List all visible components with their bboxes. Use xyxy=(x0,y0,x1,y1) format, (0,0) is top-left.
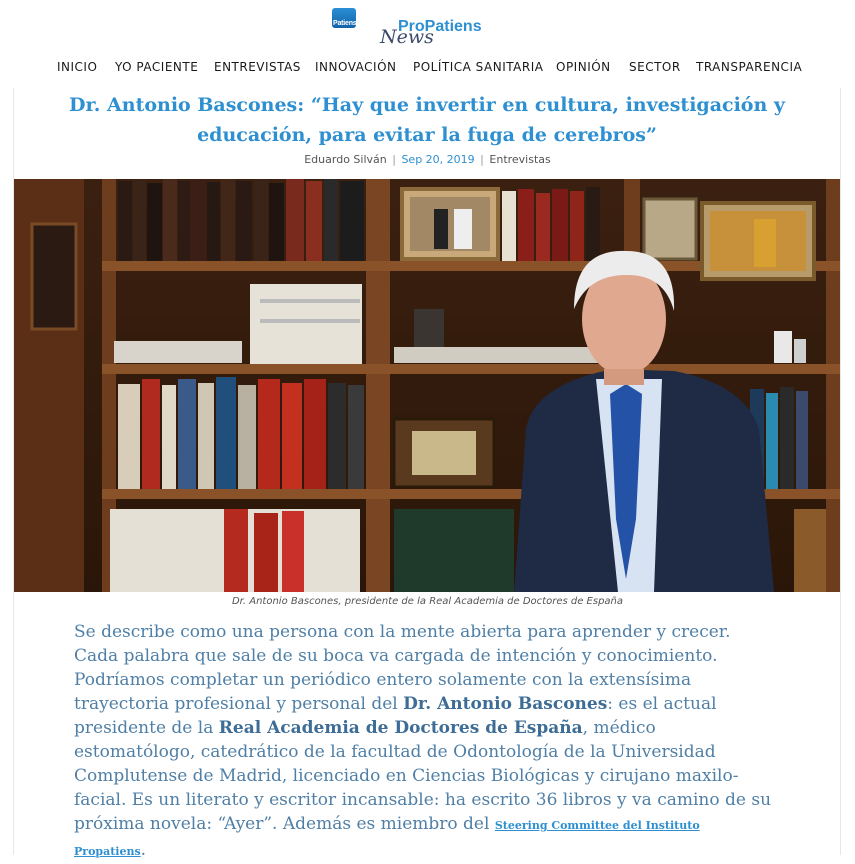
article-title-line-2: educación, para evitar la fuga de cerebros” xyxy=(197,124,657,146)
nav-item-yo-paciente[interactable]: YO PACIENTE xyxy=(115,60,199,74)
intro-text-part-1: Se describe como una persona con la mente abierta para aprender y crecer. Cada palabra que sale de su boca va cargada de intención y conocimiento. Podríamos completar un periódico entero solamente con la extensísima trayectoria profesional y personal del xyxy=(74,622,731,714)
category-link[interactable]: Entrevistas xyxy=(489,153,551,166)
article-featured-image xyxy=(14,179,840,592)
intro-text-part-4: . xyxy=(140,840,147,860)
steering-committee-link[interactable]: Steering Committee del Instituto Propatiens xyxy=(74,819,700,858)
article-title-line-1: Dr. Antonio Bascones: “Hay que invertir en cultura, investigación y xyxy=(69,94,785,116)
article-meta xyxy=(0,153,855,166)
nav-item-politica-sanitaria[interactable]: POLÍTICA SANITARIA xyxy=(413,60,544,74)
logo-mark-text: Patiens xyxy=(333,20,357,27)
name-highlight: Dr. Antonio Bascones xyxy=(403,694,608,714)
meta-separator: | xyxy=(392,153,396,166)
nav-item-innovacion[interactable]: INNOVACIÓN xyxy=(315,60,397,74)
nav-item-opinion[interactable]: OPINIÓN xyxy=(556,60,611,74)
article-intro-paragraph xyxy=(74,620,774,864)
nav-item-transparencia[interactable]: TRANSPARENCIA xyxy=(696,60,803,74)
patiens-logo-icon xyxy=(332,8,356,28)
author-link[interactable]: Eduardo Silván xyxy=(304,153,387,166)
academy-highlight: Real Academia de Doctores de España xyxy=(218,718,583,738)
meta-separator: | xyxy=(480,153,484,166)
logo-propatiens-text: ProPatiens xyxy=(398,18,482,35)
logo-news-text: News xyxy=(380,26,434,48)
nav-item-inicio[interactable]: INICIO xyxy=(57,60,98,74)
publish-date: Sep 20, 2019 xyxy=(401,153,475,166)
image-caption: Dr. Antonio Bascones, presidente de la Real Academia de Doctores de España xyxy=(231,596,624,607)
intro-text-part-2: : es el actual presidente de la xyxy=(74,694,717,738)
site-logo[interactable] xyxy=(330,6,480,48)
nav-item-entrevistas[interactable]: ENTREVISTAS xyxy=(214,60,301,74)
article-title xyxy=(14,90,840,150)
main-navigation xyxy=(0,60,855,78)
bookshelf-portrait-illustration xyxy=(14,179,840,592)
intro-text-part-3: , médico estomatólogo, catedrático de la facultad de Odontología de la Universidad Complutense de Madrid, licenciado en Ciencias Biológicas y cirujano maxilo-facial. Es un literato y escritor incansable: ha escrito 36 libros y va camino de su próxima novela: “Ayer”. Además es miembro del xyxy=(74,718,772,834)
nav-item-sector[interactable]: SECTOR xyxy=(629,60,681,74)
content-border-right xyxy=(840,88,841,855)
